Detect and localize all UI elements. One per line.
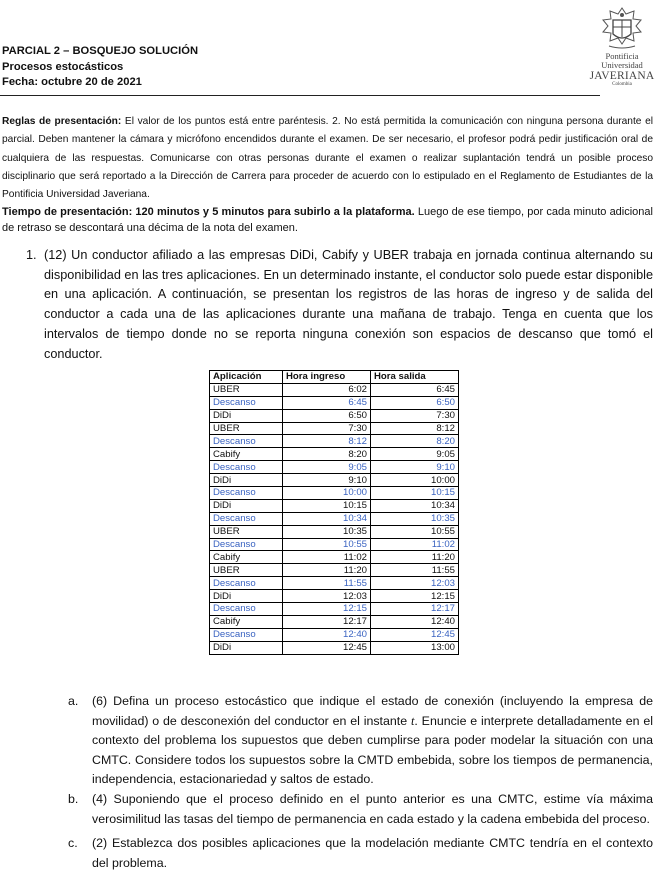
cell-in: 8:12 — [283, 435, 371, 448]
cell-out: 12:03 — [371, 577, 459, 590]
presentation-rules — [2, 113, 653, 204]
cell-app: Descanso — [210, 512, 283, 525]
table-row — [210, 383, 459, 396]
cell-out: 13:00 — [371, 641, 459, 654]
cell-in: 6:02 — [283, 383, 371, 396]
subquestion-c — [68, 834, 653, 873]
cell-out: 12:17 — [371, 603, 459, 616]
cell-app: Descanso — [210, 396, 283, 409]
cell-in: 9:05 — [283, 461, 371, 474]
time-label: Tiempo de presentación: 120 minutos y 5 minutos para subirlo a la plataforma. — [2, 206, 415, 218]
subquestion-a — [68, 692, 653, 790]
table-row — [210, 409, 459, 422]
table-row — [210, 551, 459, 564]
cell-app: Cabify — [210, 551, 283, 564]
cell-out: 10:34 — [371, 499, 459, 512]
cell-app: DiDi — [210, 590, 283, 603]
cell-app: Cabify — [210, 448, 283, 461]
cell-app: Cabify — [210, 615, 283, 628]
cell-out: 9:10 — [371, 461, 459, 474]
table-row — [210, 577, 459, 590]
cell-app: Descanso — [210, 487, 283, 500]
table-row — [210, 525, 459, 538]
question-number: 1. — [26, 248, 37, 262]
table-row — [210, 590, 459, 603]
col-header-app: Aplicación — [210, 371, 283, 384]
subquestion-label: b. — [68, 792, 79, 806]
cell-in: 11:55 — [283, 577, 371, 590]
col-header-out: Hora salida — [371, 371, 459, 384]
table-row — [210, 461, 459, 474]
table-row — [210, 474, 459, 487]
cell-in: 8:20 — [283, 448, 371, 461]
table-row — [210, 538, 459, 551]
connection-log-table — [209, 370, 459, 655]
cell-in: 12:03 — [283, 590, 371, 603]
table-row — [210, 499, 459, 512]
cell-in: 11:20 — [283, 564, 371, 577]
cell-app: UBER — [210, 383, 283, 396]
cell-out: 10:35 — [371, 512, 459, 525]
cell-app: Descanso — [210, 461, 283, 474]
cell-app: Descanso — [210, 628, 283, 641]
cell-app: DiDi — [210, 641, 283, 654]
cell-out: 7:30 — [371, 409, 459, 422]
subquestion-b — [68, 790, 653, 829]
table-row — [210, 564, 459, 577]
exam-date: Fecha: octubre 20 de 2021 — [2, 76, 142, 88]
cell-app: UBER — [210, 422, 283, 435]
time-instructions — [2, 205, 653, 236]
cell-out: 10:15 — [371, 487, 459, 500]
cell-out: 11:20 — [371, 551, 459, 564]
cell-in: 9:10 — [283, 474, 371, 487]
table-row — [210, 603, 459, 616]
cell-app: UBER — [210, 525, 283, 538]
cell-app: DiDi — [210, 409, 283, 422]
cell-out: 6:45 — [371, 383, 459, 396]
subquestion-text: (2) Establezca dos posibles aplicaciones que la modelación mediante CMTC tendría en el contexto del problema. — [92, 836, 653, 870]
table-row — [210, 448, 459, 461]
cell-out: 8:12 — [371, 422, 459, 435]
cell-out: 6:50 — [371, 396, 459, 409]
cell-app: Descanso — [210, 603, 283, 616]
cell-app: Descanso — [210, 577, 283, 590]
table-row — [210, 628, 459, 641]
table-header-row — [210, 371, 459, 384]
cell-in: 6:45 — [283, 396, 371, 409]
subquestion-label: c. — [68, 836, 78, 850]
table-row — [210, 422, 459, 435]
logo-line-1: Pontificia Universidad — [601, 51, 643, 70]
table-row — [210, 512, 459, 525]
cell-app: UBER — [210, 564, 283, 577]
time-variable: t — [410, 713, 415, 728]
rules-label: Reglas de presentación: — [2, 116, 122, 127]
cell-app: Descanso — [210, 538, 283, 551]
subquestion-text-cont: . Enuncie e interprete detalladamente en el contexto del problema los supuestos que deben cumplirse para poder modelar la situación con una CMTC. Considere todos los supuestos sobre la CMTD embebida, sobre los tiempos de permanencia, independencia, estacionariedad y saltos de estado. — [92, 713, 653, 787]
col-header-in: Hora ingreso — [283, 371, 371, 384]
cell-in: 12:17 — [283, 615, 371, 628]
cell-in: 10:00 — [283, 487, 371, 500]
cell-in: 11:02 — [283, 551, 371, 564]
logo-line-2: JAVERIANA — [589, 70, 655, 82]
table-row — [210, 487, 459, 500]
cell-in: 10:55 — [283, 538, 371, 551]
question-text: (12) Un conductor afiliado a las empresas DiDi, Cabify y UBER trabaja en jornada continua alternando su disponibilidad en las tres aplicaciones. En un determinado instante, el conductor solo puede estar disponible en una aplicación. A continuación, se presentan los registros de las horas de ingreso y de salida del conductor a cada una de las aplicaciones durante una mañana de trabajo. Tenga en cuenta que los intervalos de tiempo donde no se reporta ninguna conexión son espacios de descanso que tomó el conductor. — [44, 248, 653, 361]
cell-out: 12:40 — [371, 615, 459, 628]
course-name: Procesos estocásticos — [2, 60, 124, 73]
exam-title: PARCIAL 2 – BOSQUEJO SOLUCIÓN — [2, 45, 199, 57]
cell-in: 12:45 — [283, 641, 371, 654]
table-row — [210, 435, 459, 448]
university-crest-icon — [599, 6, 645, 52]
cell-app: DiDi — [210, 499, 283, 512]
question-1 — [26, 246, 653, 364]
cell-in: 6:50 — [283, 409, 371, 422]
cell-out: 11:02 — [371, 538, 459, 551]
time-text: Luego de ese tiempo, por cada minuto adicional de retraso se descontará una décima de la nota del examen. — [2, 206, 653, 234]
university-logo — [588, 6, 656, 87]
cell-out: 9:05 — [371, 448, 459, 461]
rules-text: El valor de los puntos está entre paréntesis. 2. No está permitida la comunicación con ninguna persona durante el parcial. Deben mantener la cámara y micrófono encendidos durante el examen. De ser necesario, el profesor podrá pedir justificación oral de cualquiera de las respuestas. Comunicarse con otras personas durante el examen o realizar suplantación tendrá un posible proceso disciplinario que será reportado a la Dirección de Carrera para proceder de acuerdo con lo estipulado en el Reglamento de Estudiantes de la Pontificia Universidad Javeriana. — [2, 116, 653, 201]
cell-in: 12:15 — [283, 603, 371, 616]
cell-in: 10:34 — [283, 512, 371, 525]
cell-out: 8:20 — [371, 435, 459, 448]
cell-app: DiDi — [210, 474, 283, 487]
cell-out: 11:55 — [371, 564, 459, 577]
cell-app: Descanso — [210, 435, 283, 448]
subquestion-text: (4) Suponiendo que el proceso definido en el punto anterior es una CMTC, estime vía máxima verosimilitud las tasas del tiempo de permanencia en cada estado y la cadena embebida del proceso. — [92, 792, 653, 826]
table-row — [210, 641, 459, 654]
cell-in: 7:30 — [283, 422, 371, 435]
table-row — [210, 396, 459, 409]
subquestion-label: a. — [68, 694, 79, 708]
cell-in: 10:35 — [283, 525, 371, 538]
logo-line-3: Colombia — [612, 82, 632, 87]
document-header — [2, 44, 198, 91]
cell-out: 12:15 — [371, 590, 459, 603]
subquestion-text: (6) Defina un proceso estocástico que indique el estado de conexión (incluyendo la empresa de movilidad) o de desconexión del conductor en el instante — [92, 694, 653, 728]
header-divider — [0, 95, 600, 96]
cell-in: 10:15 — [283, 499, 371, 512]
cell-in: 12:40 — [283, 628, 371, 641]
table-row — [210, 615, 459, 628]
cell-out: 10:55 — [371, 525, 459, 538]
cell-out: 10:00 — [371, 474, 459, 487]
cell-out: 12:45 — [371, 628, 459, 641]
